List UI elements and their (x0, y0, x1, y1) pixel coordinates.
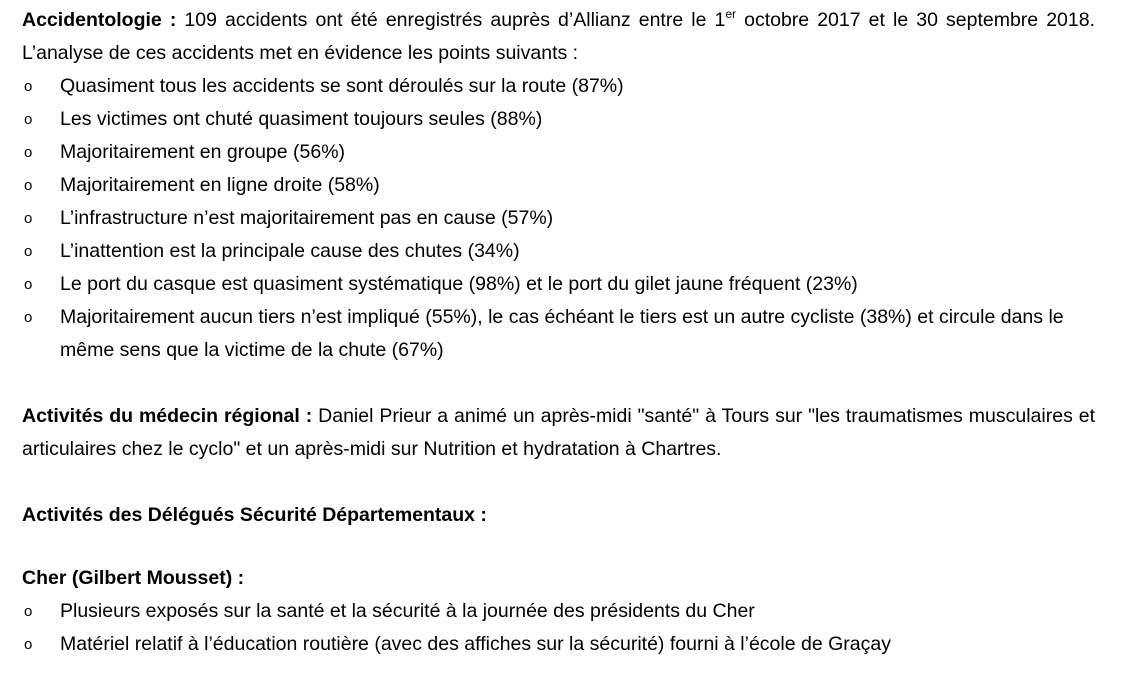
list-item-text: Plusieurs exposés sur la santé et la sécurité à la journée des présidents du Cher (60, 600, 755, 622)
list-item (22, 202, 1095, 235)
bullet-icon: o (24, 276, 33, 293)
list-item-text: L’inattention est la principale cause des chutes (34%) (60, 240, 520, 262)
accidentologie-paragraph (22, 4, 1095, 70)
accidentologie-label: Accidentologie : (22, 9, 177, 31)
bullet-icon: o (24, 177, 33, 194)
cher-list (22, 595, 1095, 661)
medecin-paragraph (22, 400, 1095, 466)
list-item-text: Le port du casque est quasiment systématique (98%) et le port du gilet jaune fréquent (23%) (60, 273, 858, 295)
list-item (22, 595, 1095, 628)
bullet-icon: o (24, 78, 33, 95)
medecin-label: Activités du médecin régional : (22, 405, 313, 427)
list-item (22, 70, 1095, 103)
delegues-heading: Activités des Délégués Sécurité Départementaux : (22, 504, 487, 526)
list-item-text: Les victimes ont chuté quasiment toujours seules (88%) (60, 108, 543, 130)
list-item (22, 268, 1095, 301)
spacer (22, 367, 1095, 400)
list-item-text: Matériel relatif à l’éducation routière (avec des affiches sur la sécurité) fourni à l’école de Graçay (60, 633, 891, 655)
list-item (22, 301, 1095, 367)
bullet-icon: o (24, 111, 33, 128)
bullet-icon: o (24, 603, 33, 620)
accidentologie-text-part1: 109 accidents ont été enregistrés auprès d’Allianz entre le 1 (176, 9, 726, 31)
bullet-icon: o (24, 309, 33, 326)
accidentologie-text-part2: octobre 2017 et le 30 septembre 2018. L’analyse de ces accidents met en évidence les points suivants : (22, 9, 1096, 64)
list-item-text: Quasiment tous les accidents se sont déroulés sur la route (87%) (60, 75, 624, 97)
list-item (22, 136, 1095, 169)
medecin-text: Daniel Prieur a animé un après-midi "santé" à Tours sur "les traumatismes musculaires et articulaires chez le cyclo" et un après-midi sur Nutrition et hydratation à Chartres. (22, 405, 1095, 460)
ordinal-superscript: er (725, 7, 737, 21)
bullet-icon: o (24, 243, 33, 260)
list-item (22, 169, 1095, 202)
list-item (22, 235, 1095, 268)
list-item-text: Majoritairement en groupe (56%) (60, 141, 346, 163)
spacer (22, 466, 1095, 499)
cher-heading: Cher (Gilbert Mousset) : (22, 567, 245, 589)
bullet-icon: o (24, 144, 33, 161)
list-item (22, 103, 1095, 136)
list-item-text: Majoritairement aucun tiers n’est impliqué (55%), le cas échéant le tiers est un autre cycliste (38%) et circule dans le même sens que la victime de la chute (67%) (60, 306, 1064, 361)
list-item-text: Majoritairement en ligne droite (58%) (60, 174, 380, 196)
bullet-icon: o (24, 210, 33, 227)
accidentologie-list (22, 70, 1095, 367)
list-item (22, 628, 1095, 661)
list-item-text: L’infrastructure n’est majoritairement pas en cause (57%) (60, 207, 554, 229)
spacer (22, 532, 1095, 562)
bullet-icon: o (24, 636, 33, 653)
